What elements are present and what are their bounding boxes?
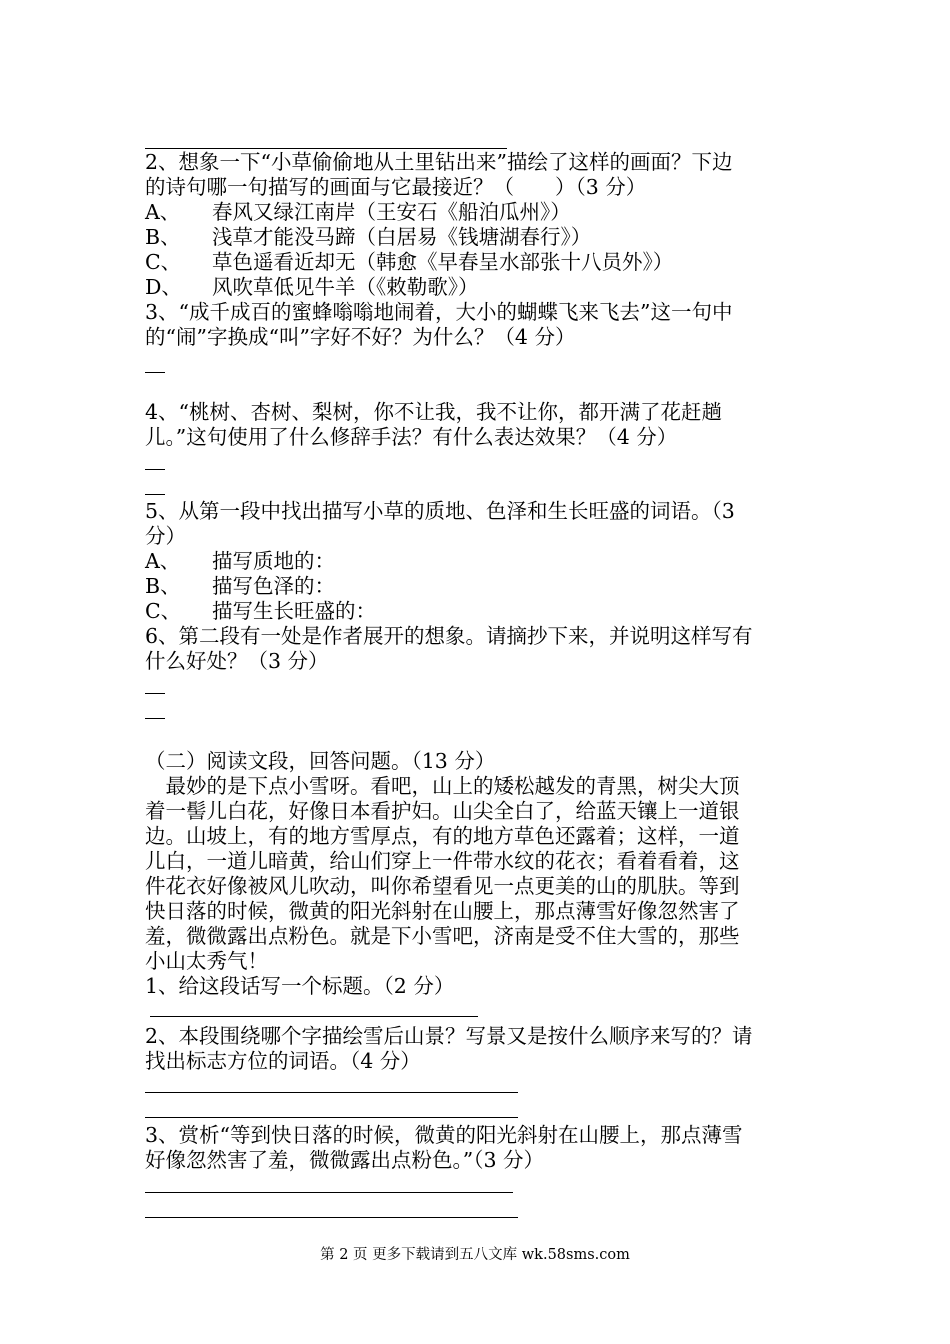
option-c — [145, 249, 673, 275]
option-text: 描写质地的： — [212, 549, 335, 573]
answer-line — [145, 469, 165, 470]
question-6-line-2: 什么好处？（3 分） — [145, 649, 329, 673]
option-text: 春风又绿江南岸（王安石《船泊瓜州》） — [212, 200, 571, 224]
answer-line — [145, 1192, 513, 1193]
passage-line: 着一髻儿白花，好像日本看护妇。山尖全白了，给蓝天镶上一道银 — [145, 799, 740, 823]
section-2-question-1: 1、给这段话写一个标题。（2 分） — [145, 974, 455, 998]
passage-line: 件花衣好像被风儿吹动，叫你希望看见一点更美的山的肌肤。等到 — [145, 874, 740, 898]
question-4-line-2: 儿。”这句使用了什么修辞手法？有什么表达效果？（4 分） — [145, 425, 678, 449]
section-2-question-3-line-2: 好像忽然害了羞，微微露出点粉色。”（3 分） — [145, 1148, 545, 1172]
option-text: 描写生长旺盛的： — [212, 599, 376, 623]
question-3-line-1: 3、“成千成百的蜜蜂嗡嗡地闹着，大小的蝴蝶飞来飞去”这一句中 — [145, 300, 733, 324]
option-a — [145, 199, 571, 225]
passage-line: 小山太秀气！ — [145, 949, 268, 973]
option-text: 描写色泽的： — [212, 574, 335, 598]
question-5-line-1: 5、从第一段中找出描写小草的质地、色泽和生长旺盛的词语。（3 — [145, 499, 735, 523]
passage-line: 羞，微微露出点粉色。就是下小雪吧，济南是受不住大雪的，那些 — [145, 924, 740, 948]
option-letter: D、 — [145, 275, 182, 299]
section-2-question-3-line-1: 3、赏析“等到快日落的时候，微黄的阳光斜射在山腰上，那点薄雪 — [145, 1123, 743, 1147]
answer-line — [145, 1117, 518, 1118]
option-b — [145, 573, 335, 599]
question-3-line-2: 的“闹”字换成“叫”字好不好？为什么？（4 分） — [145, 325, 576, 349]
passage-line: 最妙的是下点小雪呀。看吧，山上的矮松越发的青黑，树尖大顶 — [145, 774, 740, 798]
section-2-heading: （二）阅读文段，回答问题。（13 分） — [145, 749, 496, 773]
option-text: 风吹草低见牛羊（《敕勒歌》） — [212, 275, 479, 299]
section-2-question-2-line-2: 找出标志方位的词语。（4 分） — [145, 1049, 421, 1073]
answer-line — [145, 1092, 518, 1093]
passage-line: 快日落的时候，微黄的阳光斜射在山腰上，那点薄雪好像忽然害了 — [145, 899, 740, 923]
section-2-question-2-line-1: 2、本段围绕哪个字描绘雪后山景？写景又是按什么顺序来写的？请 — [145, 1024, 753, 1048]
option-d — [145, 274, 479, 300]
option-text: 浅草才能没马蹄（白居易《钱塘湖春行》） — [212, 225, 592, 249]
question-4-line-1: 4、“桃树、杏树、梨树，你不让我，我不让你，都开满了花赶趟 — [145, 400, 723, 424]
option-a — [145, 548, 335, 574]
option-b — [145, 224, 591, 250]
option-text: 草色遥看近却无（韩愈《早春呈水部张十八员外》） — [212, 250, 674, 274]
answer-line — [145, 693, 165, 694]
passage-line: 边。山坡上，有的地方雪厚点，有的地方草色还露着；这样，一道 — [145, 824, 740, 848]
option-letter: C、 — [145, 250, 182, 274]
question-5-line-2: 分） — [145, 524, 186, 548]
option-letter: C、 — [145, 599, 182, 623]
option-c — [145, 598, 376, 624]
question-6-line-1: 6、第二段有一处是作者展开的想象。请摘抄下来，并说明这样写有 — [145, 624, 753, 648]
option-letter: B、 — [145, 574, 181, 598]
page-footer: 第 2 页 更多下载请到五八文库 wk.58sms.com — [320, 1247, 630, 1263]
passage-line: 儿白，一道儿暗黄，给山们穿上一件带水纹的花衣；看着看着，这 — [145, 849, 740, 873]
answer-line — [145, 372, 165, 373]
answer-line — [145, 718, 165, 719]
answer-line — [150, 1016, 478, 1017]
question-2-line-2: 的诗句哪一句描写的画面与它最接近？（ ）（3 分） — [145, 175, 647, 199]
answer-line — [145, 1217, 518, 1218]
answer-line — [145, 494, 165, 495]
question-2-line-1: 2、想象一下“小草偷偷地从土里钻出来”描绘了这样的画面？下边 — [145, 150, 733, 174]
option-letter: A、 — [145, 200, 181, 224]
worksheet-page — [145, 0, 810, 1344]
option-letter: B、 — [145, 225, 181, 249]
option-letter: A、 — [145, 549, 181, 573]
